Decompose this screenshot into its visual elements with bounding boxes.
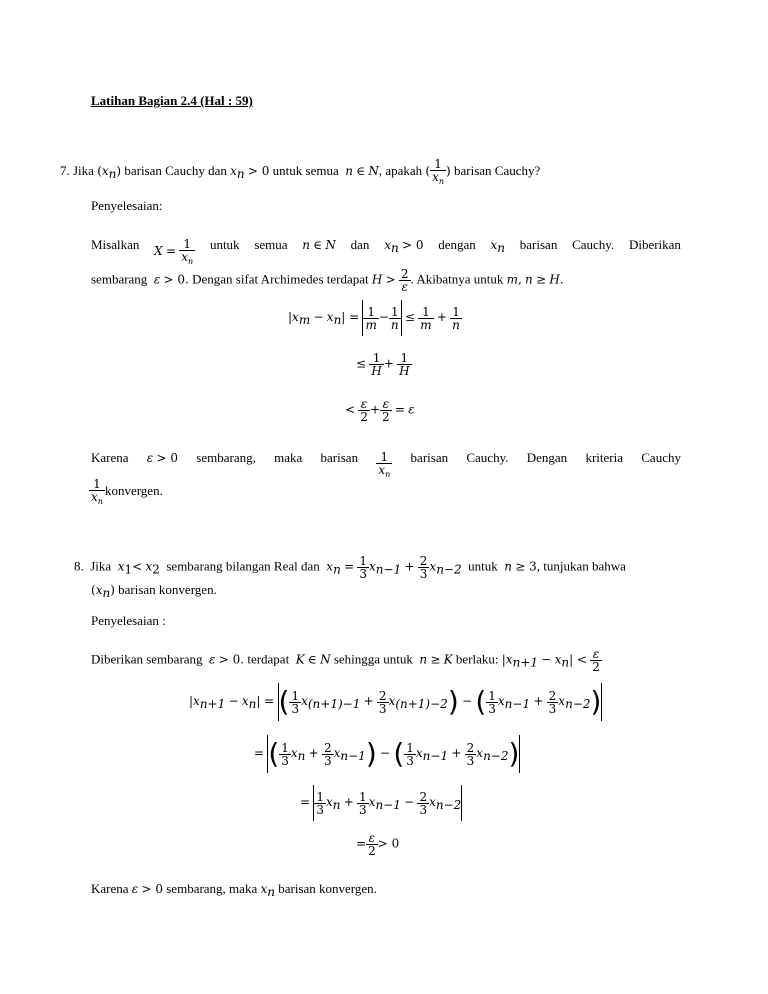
solution-7-line-1: Misalkan X = $\frac{1}{x_n}$ untuk semua n ∈ N dan $x_n > 0$ dengan $x_n$ barisan Cauchy. Diberikan [91, 237, 681, 266]
problem-number: 8. [74, 558, 84, 574]
problem-7-question: 7. Jika $(x_n)$ barisan Cauchy dan $x_n > 0$ untuk semua n ∈ N, apakah ( $\frac{1}{x_n}$ ) barisan Cauchy? [60, 157, 541, 186]
problem-8-question: 8. Jika $x_1< x_2$ sembarang bilangan Real dan $x_n$ = $\frac{1}{3}$ $x_{n-1}$ + $\frac{2}{3}$ $x_{n-2}$ untuk n ≥ 3, tunjukan bahwa [74, 554, 626, 581]
equation-7-line-2: ≤ $\frac{1}{H}$ + $\frac{1}{H}$ [356, 351, 410, 378]
equation-8-line-4: = $\frac{\varepsilon}{2}$ > 0 [356, 831, 400, 858]
equation-7-line-3: < $\frac{\varepsilon}{2}$ + $\frac{\varepsilon}{2}$ = ε [345, 397, 415, 424]
solution-8-conclusion: Karena ε > 0 sembarang, maka $x_n$ barisan konvergen. [91, 881, 377, 899]
problem-number: 7. [60, 162, 70, 178]
equation-8-line-1: $|x_{n+1} - x_n|$ = ( $\frac{1}{3}$ $x_{(n+1)-1}$ + $\frac{2}{3}$ $x_{(n+1)-2}$) − ( $\frac{1}{3}$ $x_{n-1}$ + $\frac{2}{3}$ $x_{n-2}$) [189, 683, 602, 721]
solution-label: Penyelesaian: [91, 198, 163, 213]
equation-7-line-1: $|x_m - x_n|$ = $\frac{1}{m}$ − $\frac{1}{n}$ ≤ $\frac{1}{m}$ + $\frac{1}{n}$ [288, 300, 462, 336]
solution-8-line-1: Diberikan sembarang ε > 0. terdapat K ∈ N sehingga untuk n ≥ K berlaku: $|x_{n+1} - x_n|$ < $\frac{\varepsilon}{2}$ [91, 647, 600, 674]
equation-8-line-3: = $\frac{1}{3}$ $x_n$ + $\frac{1}{3}$ $x_{n-1}$ − $\frac{2}{3}$ $x_{n-2}$ [300, 785, 462, 821]
solution-label: Penyelesaian : [91, 613, 166, 628]
solution-7-conclusion-line-1: Karena ε > 0 sembarang, maka barisan 1 $x_n$ barisan Cauchy. Dengan kriteria Cauchy [91, 450, 681, 479]
problem-8-question-line-2: $(x_n)$ barisan konvergen. [91, 582, 217, 600]
equation-8-line-2: = ( $\frac{1}{3}$ $x_n$ + $\frac{2}{3}$ $x_{n-1}$) − ( $\frac{1}{3}$ $x_{n-1}$ + $\frac{2}{3}$ $x_{n-2}$) [254, 735, 520, 773]
solution-7-conclusion-line-2: $\frac{1}{x_n}$ konvergen. [91, 477, 163, 506]
section-title: Latihan Bagian 2.4 (Hal : 59) [91, 93, 253, 108]
solution-7-line-2: sembarang ε > 0. Dengan sifat Archimedes terdapat H > $\frac{2}{\varepsilon}$ . Akibatnya untuk m, n ≥ H. [91, 267, 564, 294]
